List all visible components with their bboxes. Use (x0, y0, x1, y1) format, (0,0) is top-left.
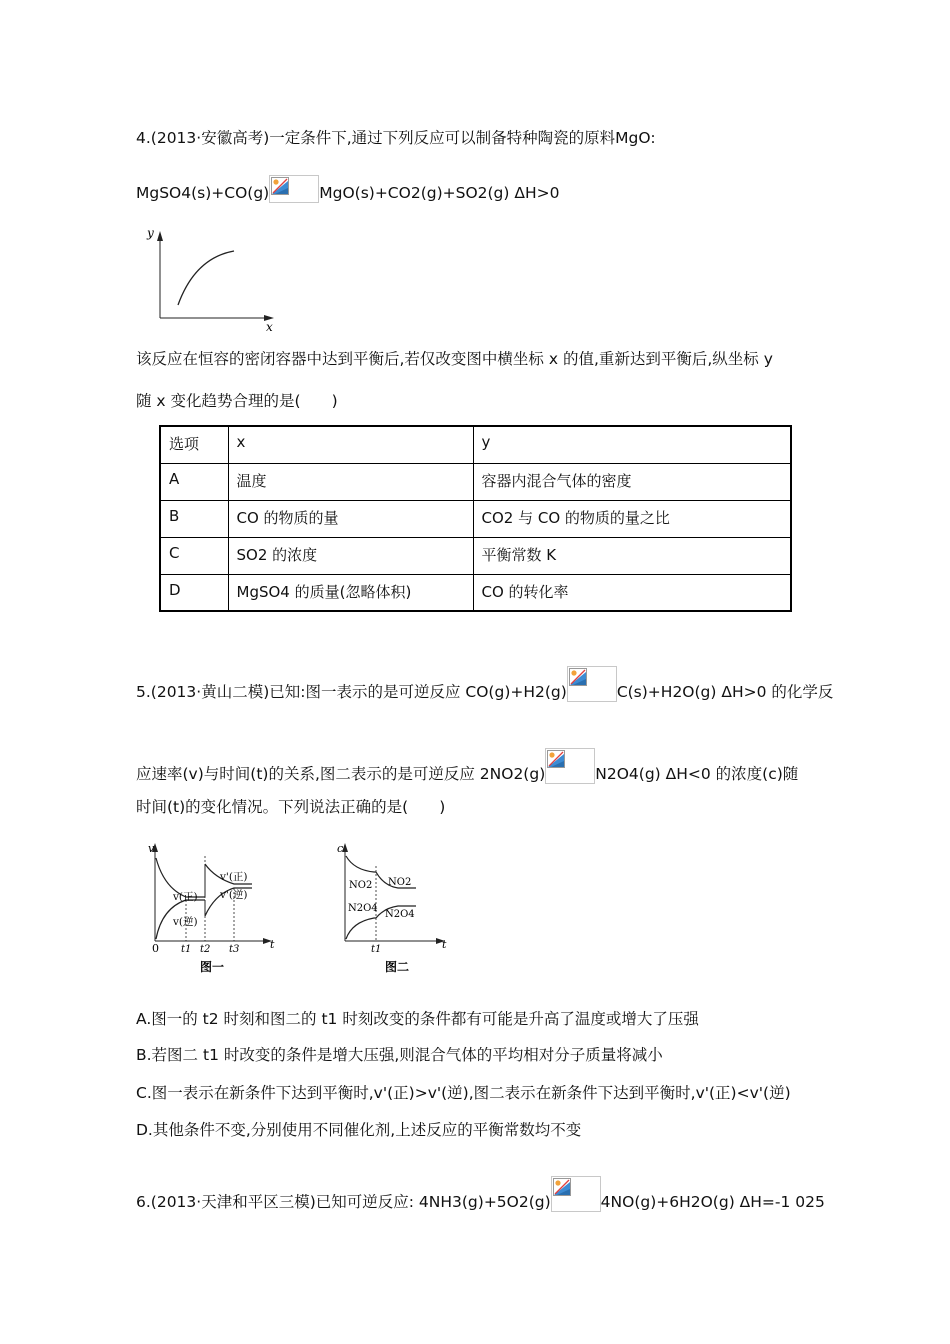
broken-image-icon (269, 175, 319, 203)
q5-line2-a: 应速率(v)与时间(t)的关系,图二表示的是可逆反应 2NO2(g) (136, 765, 546, 783)
q5-line2-b: N2O4(g) ΔH<0 的浓度(c)随 (595, 765, 799, 783)
fig2-no2-b: NO2 (388, 877, 412, 888)
fig2-c-label: c (337, 842, 344, 855)
table-header-row (160, 426, 791, 463)
q4-stem-line1: 4.(2013·安徽高考)一定条件下,通过下列反应可以制备特种陶瓷的原料MgO: (136, 129, 656, 147)
table-cell: A (160, 463, 228, 500)
fig1-t2: t2 (200, 944, 211, 955)
table-cell: D (160, 574, 228, 611)
q5-stem-line1 (136, 666, 833, 702)
fig2-caption: 图二 (385, 960, 410, 974)
q5-option-b: B.若图二 t1 时改变的条件是增大压强,则混合气体的平均相对分子质量将减小 (136, 1046, 663, 1064)
fig2-t-label: t (442, 938, 447, 951)
fig1-origin: 0 (152, 942, 159, 955)
q5-stem-line3: 时间(t)的变化情况。下列说法正确的是( ) (136, 798, 446, 816)
fig2-n2o4-b: N2O4 (385, 909, 415, 920)
fig2-n2o4-curve (346, 918, 376, 939)
fig2-no2-a: NO2 (349, 880, 373, 891)
q4-x-label: x (266, 320, 273, 334)
q6-stem-line1 (136, 1176, 825, 1212)
q4-stem-line3: 随 x 变化趋势合理的是( ) (136, 392, 338, 410)
q4-curve (178, 251, 234, 305)
fig1-t-label: t (270, 938, 275, 951)
broken-image-icon (567, 666, 617, 702)
table-cell: 平衡常数 K (473, 537, 791, 574)
table-row (160, 500, 791, 537)
table-header-cell: 选项 (160, 426, 228, 463)
table-cell: C (160, 537, 228, 574)
q4-options-table (159, 425, 792, 612)
table-cell: CO 的物质的量 (228, 500, 473, 537)
broken-image-icon (551, 1176, 601, 1212)
table-cell: 容器内混合气体的密度 (473, 463, 791, 500)
table-header-cell: y (473, 426, 791, 463)
table-cell: CO2 与 CO 的物质的量之比 (473, 500, 791, 537)
table-cell: B (160, 500, 228, 537)
fig1-vrev-label: v(逆) (173, 916, 198, 928)
fig2-t1: t1 (371, 944, 382, 955)
table-cell: 温度 (228, 463, 473, 500)
table-cell: CO 的转化率 (473, 574, 791, 611)
table-cell: SO2 的浓度 (228, 537, 473, 574)
table-row (160, 574, 791, 611)
q6-line1-a: 6.(2013·天津和平区三模)已知可逆反应: 4NH3(g)+5O2(g) (136, 1193, 551, 1211)
table-cell: MgSO4 的质量(忽略体积) (228, 574, 473, 611)
fig1-t1: t1 (181, 944, 192, 955)
fig1-vrev2-label: v'(逆) (220, 889, 248, 901)
fig2-n2o4-a: N2O4 (348, 903, 378, 914)
fig1-vfwd-label: v(正) (173, 891, 198, 903)
fig1-caption: 图一 (200, 960, 225, 974)
q4-y-arrow (157, 231, 163, 241)
q5-option-a: A.图一的 t2 时刻和图二的 t1 时刻改变的条件都有可能是升高了温度或增大了压强 (136, 1010, 699, 1028)
q5-option-d: D.其他条件不变,分别使用不同催化剂,上述反应的平衡常数均不变 (136, 1121, 582, 1139)
table-row (160, 537, 791, 574)
q5-line1-b: C(s)+H2O(g) ΔH>0 的化学反 (616, 683, 834, 701)
table-row (160, 463, 791, 500)
q4-graph (140, 225, 290, 337)
fig1-v-label: v (148, 842, 155, 855)
q4-y-label: y (147, 226, 154, 240)
q5-line1-a: 5.(2013·黄山二模)已知:图一表示的是可逆反应 CO(g)+H2(g) (136, 683, 567, 701)
fig1-vfwd2-label: v'(正) (220, 871, 248, 883)
q4-equation (136, 175, 559, 203)
q4-eq-right: MgO(s)+CO2(g)+SO2(g) ΔH>0 (319, 184, 560, 202)
table-header-cell: x (228, 426, 473, 463)
fig2-no2-curve (346, 856, 376, 872)
q5-stem-line2 (136, 748, 798, 784)
q5-figure1 (140, 838, 290, 978)
broken-image-icon (545, 748, 595, 784)
q4-eq-left: MgSO4(s)+CO(g) (136, 184, 270, 202)
fig1-t3: t3 (229, 944, 240, 955)
q6-line1-b: 4NO(g)+6H2O(g) ΔH=-1 025 (600, 1193, 825, 1211)
q5-option-c: C.图一表示在新条件下达到平衡时,v'(正)>v'(逆),图二表示在新条件下达到平衡时,v'(正)<v'(逆) (136, 1084, 791, 1102)
q4-stem-line2: 该反应在恒容的密闭容器中达到平衡后,若仅改变图中横坐标 x 的值,重新达到平衡后,纵坐标 y (136, 350, 773, 368)
q5-figure2 (330, 838, 460, 978)
